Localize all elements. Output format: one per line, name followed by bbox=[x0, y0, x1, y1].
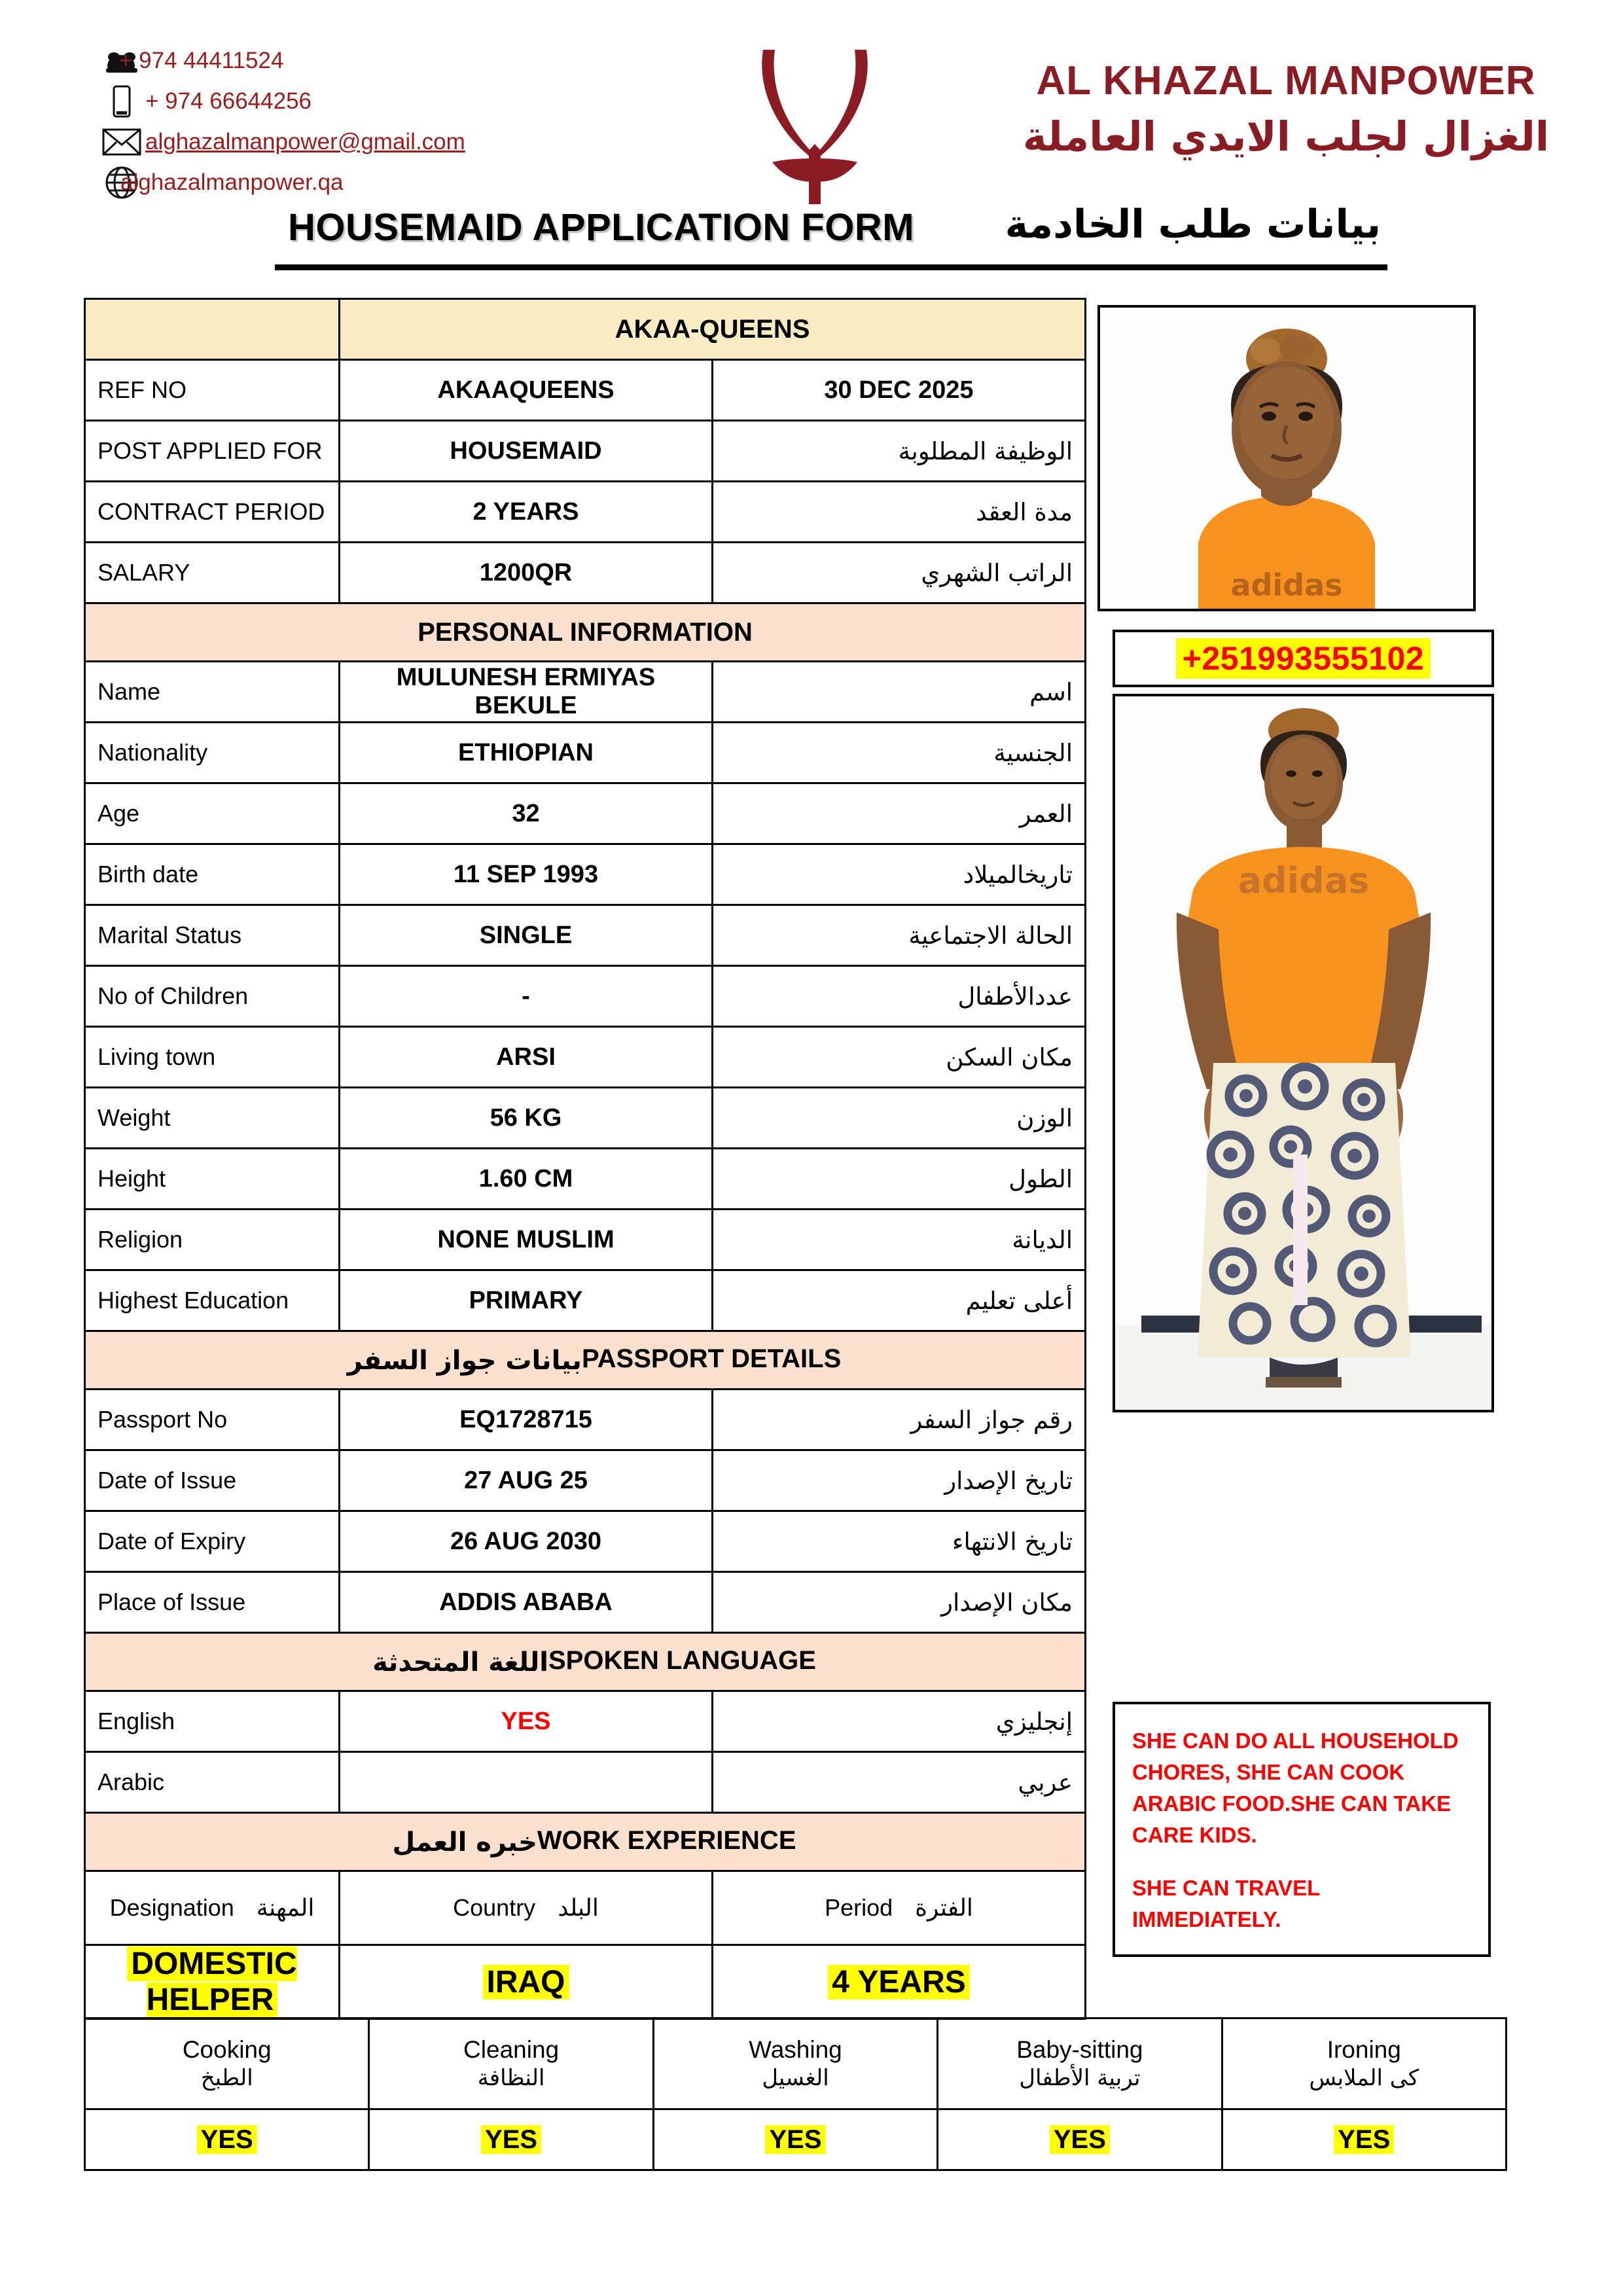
row-label-arabic: الراتب الشهري bbox=[713, 543, 1086, 603]
row-value: ADDIS ABABA bbox=[340, 1572, 713, 1633]
work-experience-column-header bbox=[340, 1871, 713, 1945]
website-url[interactable]: alghazalmanpower.qa bbox=[120, 170, 344, 195]
table-row bbox=[85, 1149, 1086, 1210]
row-label: Name bbox=[85, 662, 340, 723]
telephone-number: + 974 44411524 bbox=[119, 48, 284, 73]
row-label-arabic: الوزن bbox=[713, 1088, 1086, 1149]
skill-name-english: Washing bbox=[749, 2036, 842, 2063]
section-header-cell bbox=[85, 1331, 1086, 1390]
row-value: 26 AUG 2030 bbox=[340, 1511, 713, 1572]
skill-header-cell bbox=[653, 2018, 937, 2109]
table-row bbox=[85, 1390, 1086, 1450]
skill-name-arabic: كى الملابس bbox=[1309, 2064, 1419, 2091]
contact-telephone bbox=[98, 41, 687, 81]
row-label-arabic: اسم bbox=[713, 662, 1086, 723]
row-value: 32 bbox=[340, 783, 713, 844]
section-header-cell bbox=[85, 603, 1086, 662]
skill-name-arabic: النظافة bbox=[477, 2064, 545, 2091]
table-row bbox=[85, 543, 1086, 603]
skill-name-english: Baby-sitting bbox=[1016, 2036, 1143, 2063]
page-title-english: HOUSEMAID APPLICATION FORM bbox=[288, 206, 915, 249]
row-label-arabic: الجنسية bbox=[713, 723, 1086, 783]
row-label: Highest Education bbox=[85, 1270, 340, 1331]
brand-name-arabic: الغزال لجلب الايدي العاملة bbox=[1022, 113, 1550, 160]
work-column-english: Country bbox=[453, 1894, 536, 1921]
row-value: 1.60 CM bbox=[340, 1149, 713, 1210]
row-value: HOUSEMAID bbox=[340, 421, 713, 482]
row-value: EQ1728715 bbox=[340, 1390, 713, 1450]
table-row bbox=[85, 1691, 1086, 1752]
applicant-fullbody-photo bbox=[1113, 694, 1494, 1412]
section-header-row bbox=[85, 603, 1086, 662]
table-row bbox=[85, 723, 1086, 783]
section-header-cell bbox=[85, 1633, 1086, 1691]
section-header-english: WORK EXPERIENCE bbox=[537, 1826, 796, 1856]
section-header-row bbox=[85, 1633, 1086, 1691]
row-label-arabic: الطول bbox=[713, 1149, 1086, 1210]
skill-header-cell bbox=[1222, 2018, 1506, 2109]
skill-value-cell bbox=[938, 2109, 1222, 2170]
skill-name-english: Cooking bbox=[182, 2036, 272, 2063]
work-column-arabic: المهنة bbox=[256, 1895, 315, 1922]
row-label: Height bbox=[85, 1149, 340, 1210]
remarks-box bbox=[1113, 1702, 1491, 1957]
row-label-arabic: عربي bbox=[713, 1752, 1086, 1813]
row-value: 27 AUG 25 bbox=[340, 1450, 713, 1511]
section-header-row bbox=[85, 1813, 1086, 1871]
section-header-cell bbox=[85, 1813, 1086, 1871]
highlighted-text: YES bbox=[481, 2125, 541, 2154]
skill-header-cell bbox=[85, 2018, 369, 2109]
agency-name: AKAA-QUEENS bbox=[340, 299, 1086, 360]
section-header-english: PERSONAL INFORMATION bbox=[418, 617, 753, 647]
applicant-phone-box bbox=[1113, 630, 1494, 687]
work-experience-column-header bbox=[713, 1871, 1086, 1945]
row-label: SALARY bbox=[85, 543, 340, 603]
skill-value-cell bbox=[1222, 2109, 1506, 2170]
table-row bbox=[85, 421, 1086, 482]
section-header-arabic: بيانات جواز السفر bbox=[347, 1345, 582, 1376]
row-label: Arabic bbox=[85, 1752, 340, 1813]
row-label: Age bbox=[85, 783, 340, 844]
row-label: Weight bbox=[85, 1088, 340, 1149]
contact-mobile bbox=[98, 81, 687, 122]
table-row bbox=[85, 966, 1086, 1027]
section-header-arabic: اللغة المتحدثة bbox=[372, 1647, 548, 1677]
skill-value-cell bbox=[653, 2109, 937, 2170]
row-value: SINGLE bbox=[340, 905, 713, 966]
mobile-icon bbox=[98, 85, 145, 118]
row-label-arabic: تاريخ الانتهاء bbox=[713, 1511, 1086, 1572]
table-row bbox=[85, 1027, 1086, 1088]
agency-contact-block bbox=[98, 41, 687, 203]
agency-header-spacer bbox=[85, 299, 340, 360]
row-label-arabic: مدة العقد bbox=[713, 482, 1086, 543]
section-header-arabic: خبره العمل bbox=[392, 1827, 537, 1857]
row-label: REF NO bbox=[85, 360, 340, 421]
row-label-arabic: تاريخالميلاد bbox=[713, 844, 1086, 905]
row-value: AKAAQUEENS bbox=[340, 360, 713, 421]
table-row bbox=[85, 1450, 1086, 1511]
row-label: Date of Expiry bbox=[85, 1511, 340, 1572]
agency-header-row bbox=[85, 299, 1086, 360]
row-value: MULUNESH ERMIYAS BEKULE bbox=[340, 662, 713, 723]
row-value: YES bbox=[340, 1691, 713, 1752]
skill-name-english: Ironing bbox=[1327, 2036, 1401, 2063]
highlighted-text: DOMESTIC HELPER bbox=[127, 1946, 296, 2017]
work-column-english: Designation bbox=[109, 1894, 234, 1921]
row-label-arabic: الوظيفة المطلوبة bbox=[713, 421, 1086, 482]
work-experience-value bbox=[340, 1945, 713, 2019]
remarks-line-2: SHE CAN TRAVEL IMMEDIATELY. bbox=[1132, 1876, 1320, 1932]
work-experience-header-row bbox=[85, 1871, 1086, 1945]
applicant-phone-number: +251993555102 bbox=[1176, 638, 1431, 679]
mobile-number: + 974 66644256 bbox=[145, 88, 312, 114]
highlighted-text: IRAQ bbox=[483, 1965, 569, 2000]
row-value: ETHIOPIAN bbox=[340, 723, 713, 783]
company-logo-block bbox=[713, 26, 1590, 216]
gazelle-horns-logo-icon bbox=[753, 46, 877, 209]
table-row bbox=[85, 1572, 1086, 1633]
skill-value-cell bbox=[369, 2109, 653, 2170]
remarks-line-1: SHE CAN DO ALL HOUSEHOLD CHORES, SHE CAN COOK ARABIC FOOD.SHE CAN TAKE CARE KIDS. bbox=[1132, 1729, 1459, 1847]
table-row bbox=[85, 1511, 1086, 1572]
table-row bbox=[85, 1270, 1086, 1331]
row-label: Marital Status bbox=[85, 905, 340, 966]
highlighted-text: 4 YEARS bbox=[828, 1965, 970, 2000]
work-column-english: Period bbox=[825, 1894, 893, 1921]
row-label: POST APPLIED FOR bbox=[85, 421, 340, 482]
page-title-arabic: بيانات طلب الخادمة bbox=[1005, 202, 1381, 247]
row-label: No of Children bbox=[85, 966, 340, 1027]
row-label-arabic: الحالة الاجتماعية bbox=[713, 905, 1086, 966]
contact-website bbox=[98, 162, 687, 203]
brand-name-english: AL KHAZAL MANPOWER bbox=[1036, 58, 1536, 103]
row-value bbox=[340, 1752, 713, 1813]
row-value: NONE MUSLIM bbox=[340, 1210, 713, 1270]
application-details-table bbox=[84, 298, 1086, 2020]
table-row bbox=[85, 905, 1086, 966]
work-experience-value-row bbox=[85, 1945, 1086, 2019]
table-row bbox=[85, 662, 1086, 723]
svg-text:adidas: adidas bbox=[1230, 567, 1343, 603]
row-value: ARSI bbox=[340, 1027, 713, 1088]
row-label-arabic: العمر bbox=[713, 783, 1086, 844]
section-header-row bbox=[85, 1331, 1086, 1390]
highlighted-text: YES bbox=[1050, 2125, 1110, 2154]
row-value: PRIMARY bbox=[340, 1270, 713, 1331]
section-header-english: SPOKEN LANGUAGE bbox=[548, 1646, 816, 1676]
contact-email bbox=[98, 122, 687, 162]
work-experience-value bbox=[85, 1945, 340, 2019]
work-column-arabic: البلد bbox=[558, 1895, 599, 1922]
skill-name-english: Cleaning bbox=[463, 2036, 560, 2063]
row-label-arabic: عددالأطفال bbox=[713, 966, 1086, 1027]
row-date-value: 30 DEC 2025 bbox=[713, 360, 1086, 421]
skill-name-arabic: الطبخ bbox=[200, 2064, 253, 2091]
row-label-arabic: رقم جواز السفر bbox=[713, 1390, 1086, 1450]
row-value: 1200QR bbox=[340, 543, 713, 603]
skills-value-row bbox=[85, 2109, 1507, 2170]
section-header-english: PASSPORT DETAILS bbox=[581, 1344, 842, 1374]
envelope-icon bbox=[98, 128, 145, 156]
skill-header-cell bbox=[369, 2018, 653, 2109]
work-experience-value bbox=[713, 1945, 1086, 2019]
skills-header-row bbox=[85, 2018, 1507, 2109]
row-label-arabic: إنجليزي bbox=[713, 1691, 1086, 1752]
row-value: 56 KG bbox=[340, 1088, 713, 1149]
row-value: 2 YEARS bbox=[340, 482, 713, 543]
table-row bbox=[85, 1210, 1086, 1270]
row-value: - bbox=[340, 966, 713, 1027]
row-label-arabic: تاريخ الإصدار bbox=[713, 1450, 1086, 1511]
skill-name-arabic: الغسيل bbox=[762, 2064, 829, 2091]
row-label: Place of Issue bbox=[85, 1572, 340, 1633]
table-row bbox=[85, 1752, 1086, 1813]
table-row bbox=[85, 482, 1086, 543]
highlighted-text: YES bbox=[1334, 2125, 1394, 2154]
row-label-arabic: أعلى تعليم bbox=[713, 1270, 1086, 1331]
table-row bbox=[85, 844, 1086, 905]
skill-name-arabic: تربية الأطفال bbox=[1019, 2064, 1141, 2091]
row-label: Date of Issue bbox=[85, 1450, 340, 1511]
table-row bbox=[85, 360, 1086, 421]
svg-text:adidas: adidas bbox=[1238, 860, 1370, 901]
row-label: Living town bbox=[85, 1027, 340, 1088]
row-label: Passport No bbox=[85, 1390, 340, 1450]
row-label: Nationality bbox=[85, 723, 340, 783]
row-label-arabic: مكان السكن bbox=[713, 1027, 1086, 1088]
row-label: CONTRACT PERIOD bbox=[85, 482, 340, 543]
row-label-arabic: الديانة bbox=[713, 1210, 1086, 1270]
highlighted-text: YES bbox=[197, 2125, 257, 2154]
table-row bbox=[85, 1088, 1086, 1149]
work-column-arabic: الفترة bbox=[915, 1895, 973, 1922]
row-label: Religion bbox=[85, 1210, 340, 1270]
highlighted-text: YES bbox=[765, 2125, 825, 2154]
row-value: 11 SEP 1993 bbox=[340, 844, 713, 905]
skill-value-cell bbox=[85, 2109, 369, 2170]
skills-table bbox=[84, 2017, 1507, 2171]
page-title bbox=[275, 204, 1387, 270]
table-row bbox=[85, 783, 1086, 844]
work-experience-column-header bbox=[85, 1871, 340, 1945]
applicant-passport-photo bbox=[1097, 305, 1476, 611]
row-label: English bbox=[85, 1691, 340, 1752]
row-label-arabic: مكان الإصدار bbox=[713, 1572, 1086, 1633]
skill-header-cell bbox=[938, 2018, 1222, 2109]
email-address[interactable]: alghazalmanpower@gmail.com bbox=[145, 129, 465, 154]
row-label: Birth date bbox=[85, 844, 340, 905]
